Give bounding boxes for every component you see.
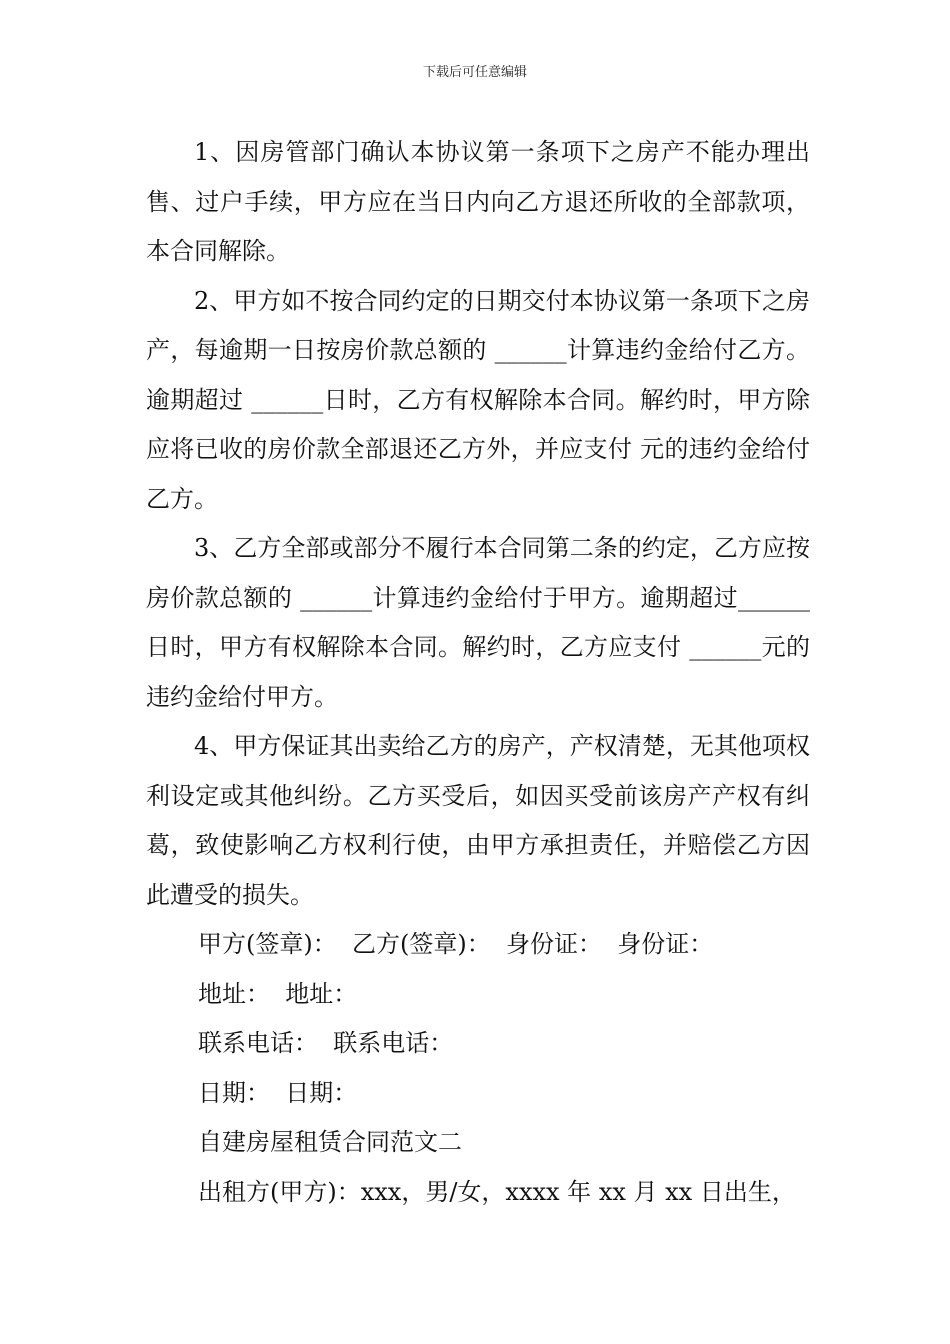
- page-header: 下载后可任意编辑: [422, 65, 527, 80]
- signature-line: 甲方(签章)： 乙方(签章)： 身份证： 身份证：: [198, 930, 714, 958]
- date-line: 日期： 日期：: [198, 1078, 358, 1107]
- clause-3: 3、乙方全部或部分不履行本合同第二条的约定，乙方应按房价款总额的 ______计算违约金给付于甲方。逾期超过______ 日时，甲方有权解除本合同。解约时，乙方应支付 ______元的违约金给付甲方。: [146, 534, 818, 711]
- phone-line: 联系电话： 联系电话：: [198, 1029, 454, 1057]
- clause-4: 4、甲方保证其出卖给乙方的房产，产权清楚，无其他项权利设定或其他纠纷。乙方买受后，如因买受前该房产产权有纠葛，致使影响乙方权利行使，由甲方承担责任，并赔偿乙方因此遭受的损失。: [146, 732, 810, 909]
- address-line: 地址： 地址：: [198, 979, 358, 1008]
- document-body: [146, 128, 818, 1217]
- clause-2: 2、甲方如不按合同约定的日期交付本协议第一条项下之房产，每逾期一日按房价款总额的 ______计算违约金给付乙方。逾期超过 ______日时，乙方有权解除本合同。解约时，甲方除应将已收的房价款全部退还乙方外，并应支付 元的违约金给付乙方。: [146, 286, 810, 513]
- clause-1: 1、因房管部门确认本协议第一条项下之房产不能办理出售、过户手续，甲方应在当日内向乙方退还所收的全部款项，本合同解除。: [146, 138, 810, 265]
- section-title: 自建房屋租赁合同范文二: [198, 1128, 462, 1156]
- lessor-line: 出租方(甲方)：xxx，男/女，xxxx 年 xx 月 xx 日出生，: [198, 1177, 796, 1206]
